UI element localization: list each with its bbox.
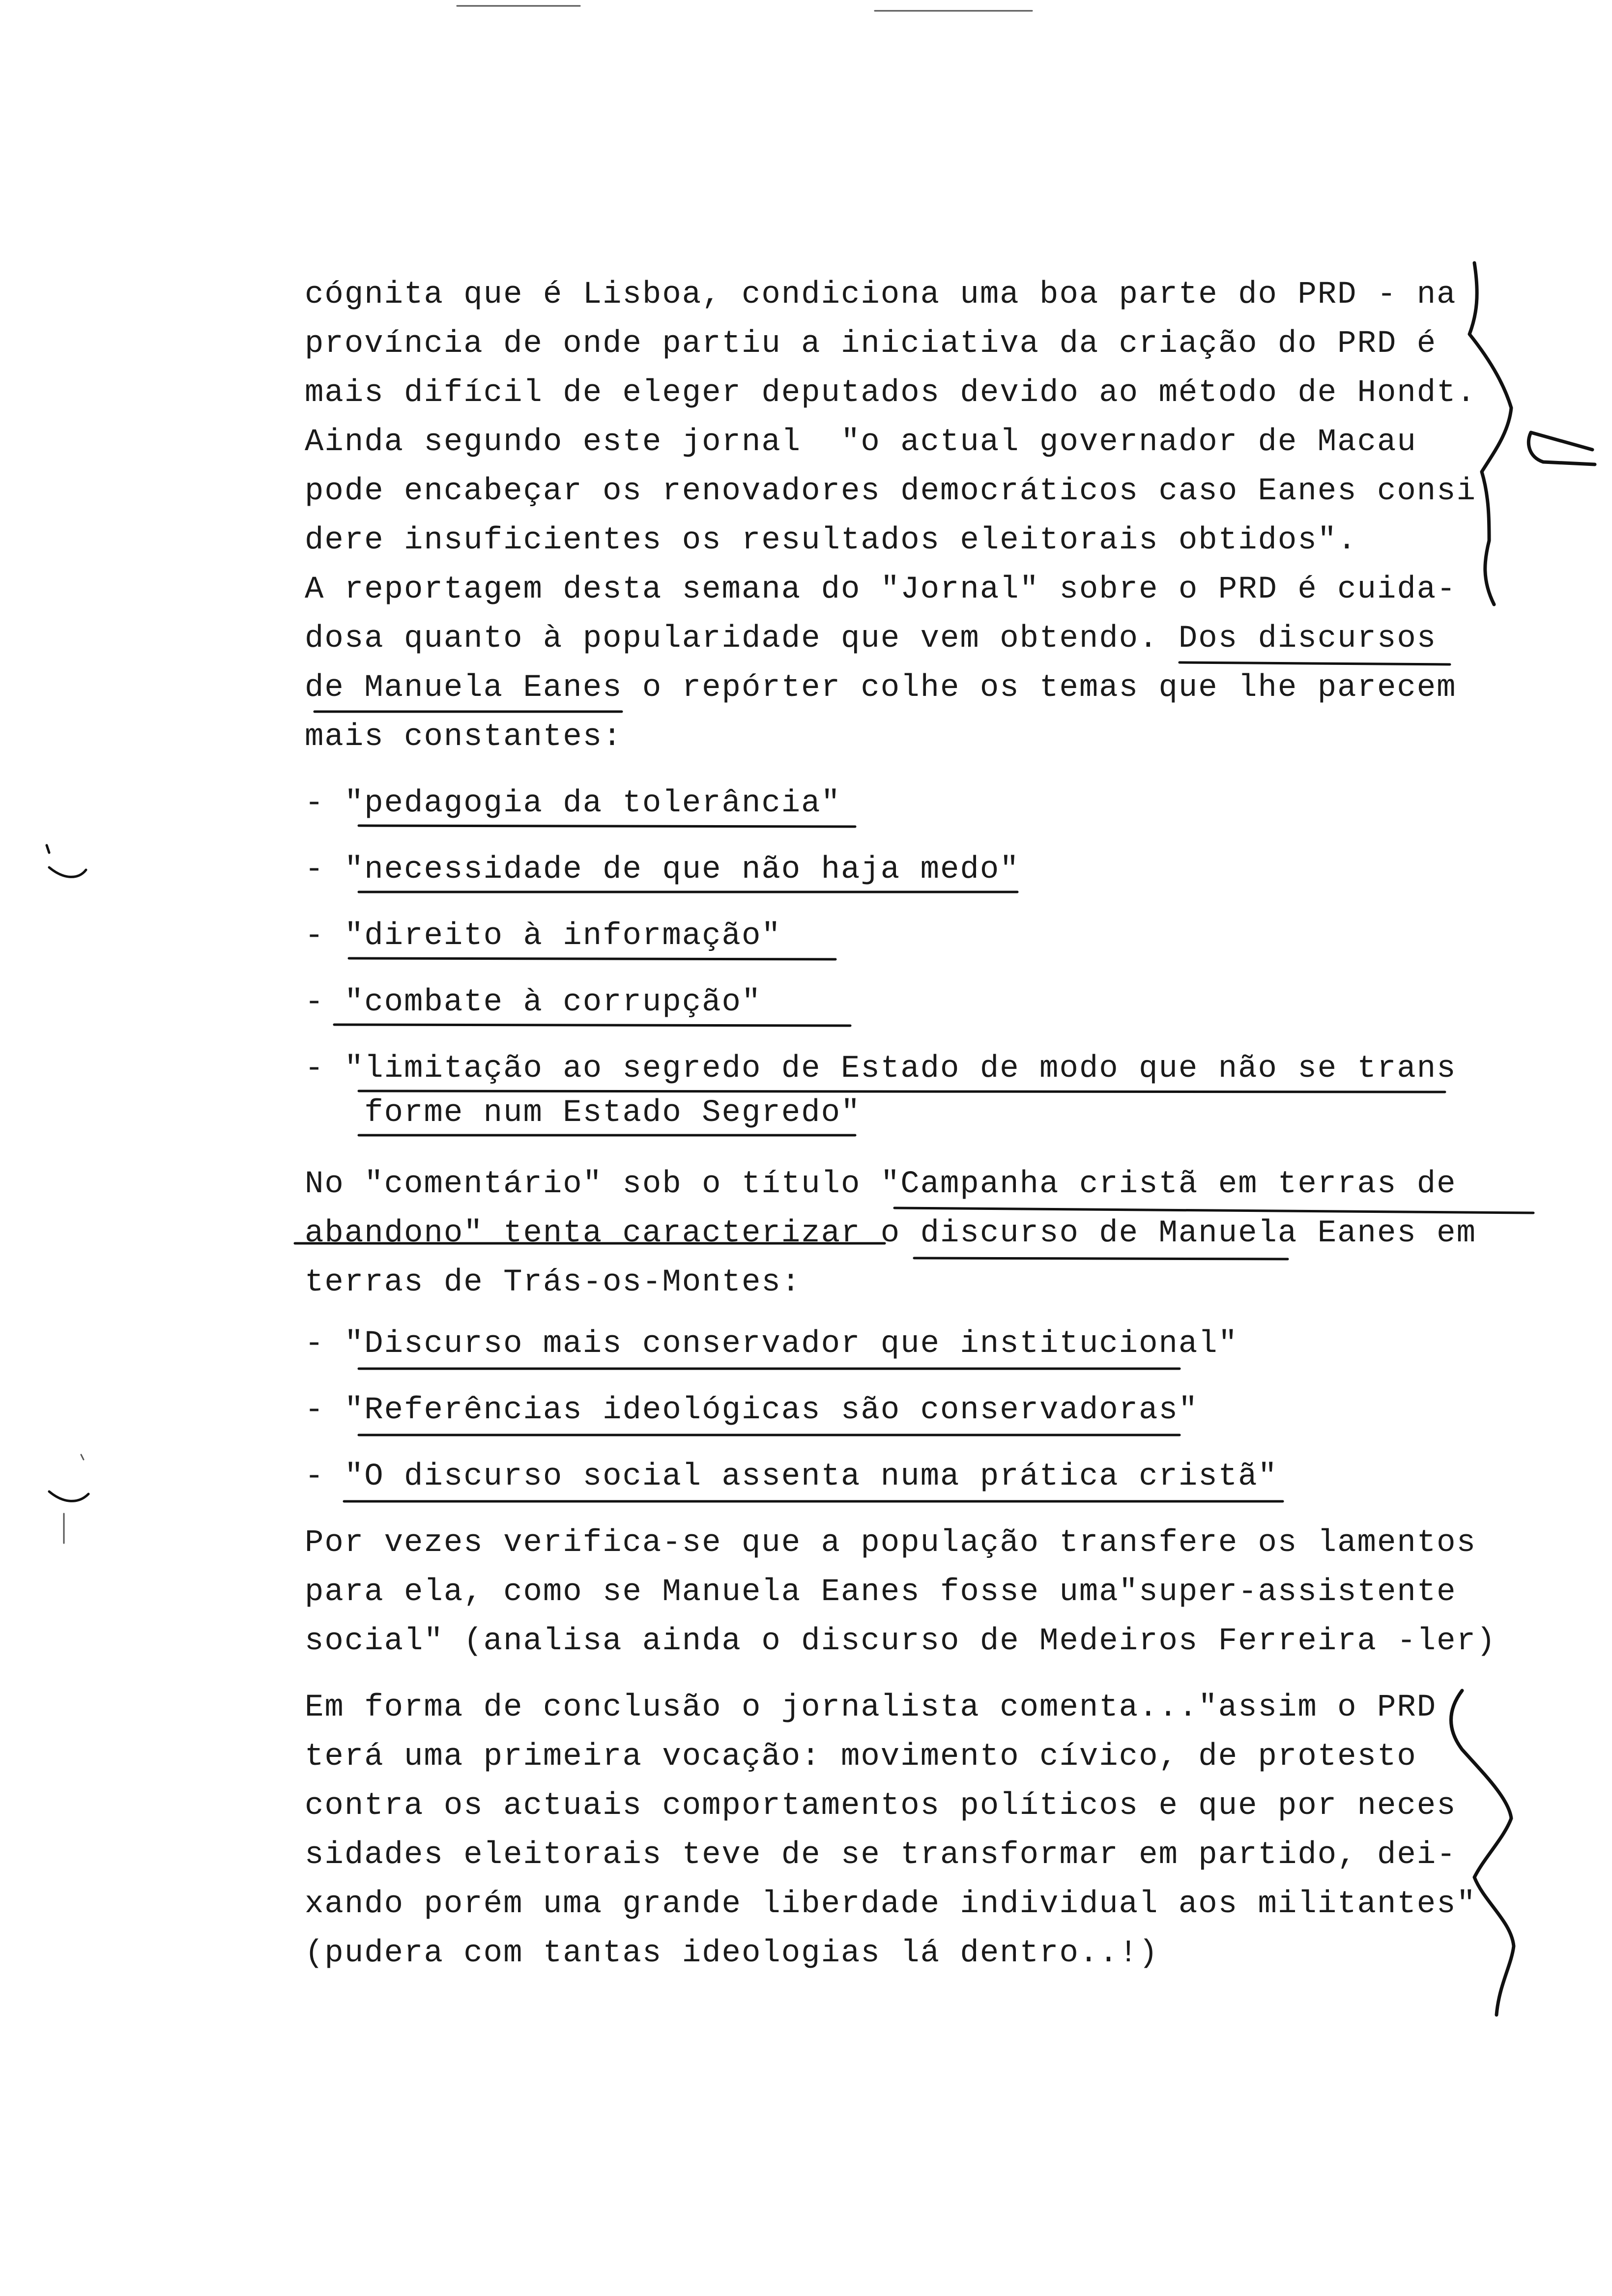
list-item: - "Discurso mais conservador que institucional" <box>305 1326 1238 1362</box>
top-edge-mark <box>457 6 1032 11</box>
text-line: para ela, como se Manuela Eanes fosse uma"super-assistente <box>305 1575 1457 1610</box>
text-line: No "comentário" sob o título "Campanha cristã em terras de <box>305 1167 1457 1202</box>
text-line: A reportagem desta semana do "Jornal" sobre o PRD é cuida- <box>305 572 1457 607</box>
underline-mark <box>894 1208 1533 1213</box>
text-line: Ainda segundo este jornal "o actual governador de Macau <box>305 425 1417 460</box>
text-line: cógnita que é Lisboa, condiciona uma boa parte do PRD - na <box>305 277 1457 313</box>
list-item: - "limitação ao segredo de Estado de modo que não se trans <box>305 1051 1457 1087</box>
text-line: (pudera com tantas ideologias lá dentro..!) <box>305 1936 1159 1971</box>
underline-mark <box>359 826 855 827</box>
underline-mark <box>349 958 835 959</box>
text-line: mais difícil de eleger deputados devido ao método de Hondt. <box>305 375 1476 411</box>
list-item: - "direito à informação" <box>305 918 781 954</box>
underline-mark <box>1180 662 1450 664</box>
brace-mark <box>1451 1691 1514 2015</box>
margin-mark <box>49 1492 88 1501</box>
text-line: dere insuficientes os resultados eleitorais obtidos". <box>305 523 1357 558</box>
text-line: abandono" tenta caracterizar o discurso de Manuela Eanes em <box>305 1216 1476 1251</box>
text-line: dosa quanto à popularidade que vem obtendo. Dos discursos <box>305 621 1437 657</box>
text-line: Em forma de conclusão o jornalista comenta..."assim o PRD <box>305 1690 1437 1725</box>
text-line: pode encabeçar os renovadores democráticos caso Eanes consi <box>305 474 1476 509</box>
list-item: - "necessidade de que não haja medo" <box>305 852 1020 888</box>
brace-mark <box>1469 263 1511 604</box>
text-line: terras de Trás-os-Montes: <box>305 1265 802 1300</box>
text-line: social" (analisa ainda o discurso de Medeiros Ferreira -ler) <box>305 1624 1497 1659</box>
text-line: terá uma primeira vocação: movimento cívico, de protesto <box>305 1739 1417 1775</box>
list-item: - "combate à corrupção" <box>305 985 762 1020</box>
margin-mark <box>47 845 86 877</box>
text-line: xando porém uma grande liberdade individual aos militantes" <box>305 1887 1476 1922</box>
underline-mark <box>914 1258 1288 1259</box>
margin-mark <box>64 1455 84 1543</box>
text-line: sidades eleitorais teve de se transformar em partido, dei- <box>305 1837 1457 1873</box>
text-line: de Manuela Eanes o repórter colhe os temas que lhe parecem <box>305 670 1457 706</box>
list-item: - "O discurso social assenta numa prática cristã" <box>305 1459 1278 1494</box>
list-item-continuation: forme num Estado Segredo" <box>305 1095 861 1131</box>
arrow-left-icon <box>1528 432 1595 464</box>
text-line: Por vezes verifica-se que a população transfere os lamentos <box>305 1525 1476 1561</box>
text-line: província de onde partiu a iniciativa da criação do PRD é <box>305 326 1437 362</box>
list-item: - "pedagogia da tolerância" <box>305 786 841 821</box>
underline-mark <box>334 1025 850 1026</box>
list-item: - "Referências ideológicas são conservadoras" <box>305 1393 1199 1428</box>
text-line: mais constantes: <box>305 719 623 755</box>
text-line: contra os actuais comportamentos políticos e que por neces <box>305 1788 1457 1824</box>
underline-mark <box>359 1091 1445 1092</box>
